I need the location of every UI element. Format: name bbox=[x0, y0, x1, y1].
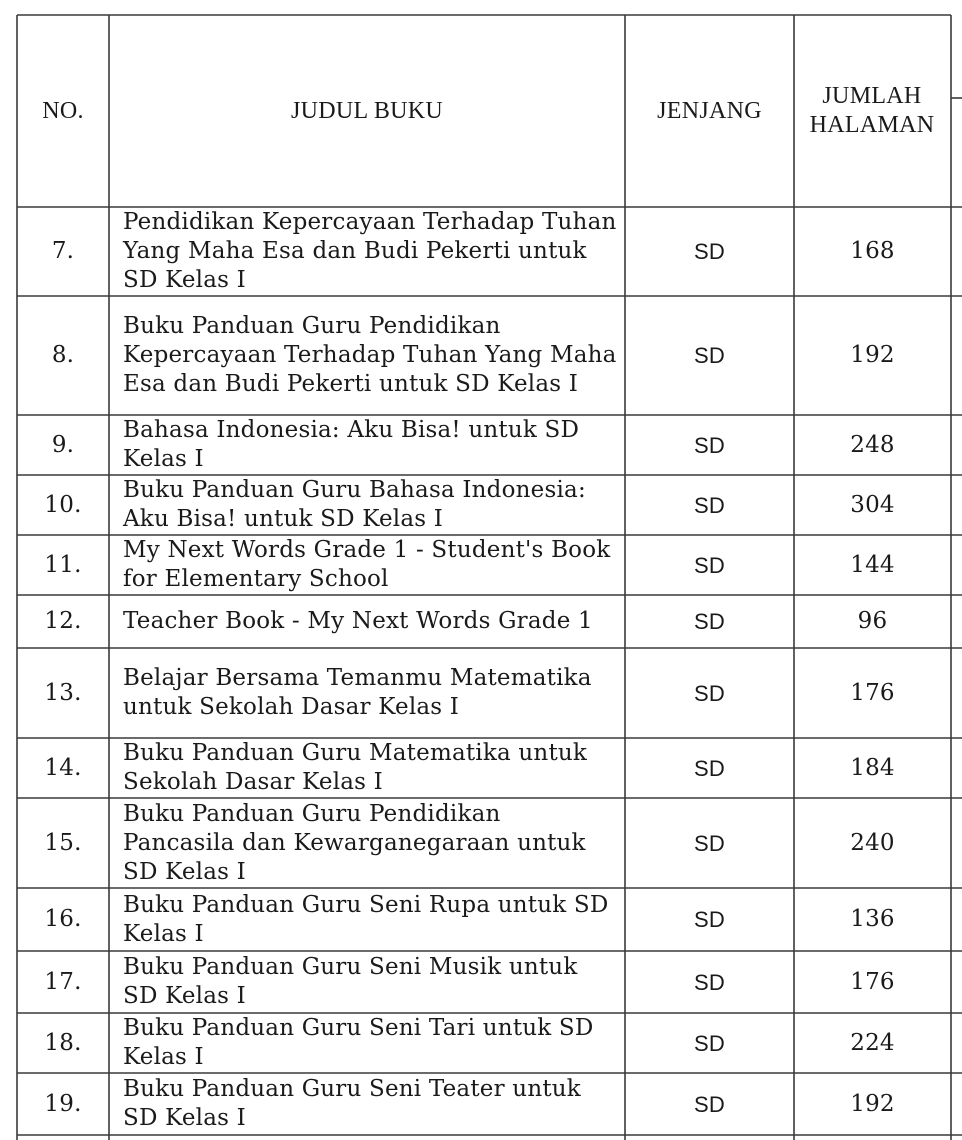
row-judul-buku: Buku Panduan Guru Seni Musik untuk SD Kelas I bbox=[123, 954, 578, 1009]
row-no: 15. bbox=[44, 829, 82, 856]
row-no: 8. bbox=[51, 342, 75, 368]
row-judul-buku: Buku Panduan Guru Seni Rupa untuk SD Kelas I bbox=[123, 891, 609, 947]
row-jumlah-halaman: 192 bbox=[850, 1090, 895, 1117]
row-no: 18. bbox=[44, 1029, 82, 1056]
header-jumlah-halaman: JUMLAH HALAMAN bbox=[809, 83, 935, 138]
row-judul-buku: Buku Panduan Guru Matematika untuk Sekolah Dasar Kelas I bbox=[123, 740, 588, 795]
row-jumlah-halaman: 136 bbox=[850, 906, 895, 932]
row-judul-buku: Buku Panduan Guru Pendidikan Pancasila dan Kewarganegaraan untuk SD Kelas I bbox=[123, 800, 586, 885]
row-jenjang: SD bbox=[694, 1030, 725, 1056]
row-jenjang: SD bbox=[694, 830, 725, 856]
header-no: NO. bbox=[42, 97, 84, 124]
row-jenjang: SD bbox=[694, 907, 725, 932]
row-jenjang: SD bbox=[694, 552, 725, 578]
row-jenjang: SD bbox=[694, 343, 725, 368]
row-jumlah-halaman: 168 bbox=[850, 238, 895, 264]
row-jenjang: SD bbox=[694, 432, 725, 458]
row-no: 17. bbox=[44, 968, 82, 995]
row-judul-buku: Bahasa Indonesia: Aku Bisa! untuk SD Kelas I bbox=[123, 417, 580, 472]
row-jumlah-halaman: 184 bbox=[850, 754, 895, 781]
row-judul-buku: Belajar Bersama Temanmu Matematika untuk Sekolah Dasar Kelas I bbox=[123, 665, 592, 720]
row-judul-buku: Buku Panduan Guru Seni Tari untuk SD Kelas I bbox=[123, 1015, 594, 1070]
row-judul-buku: My Next Words Grade 1 - Student's Book for Elementary School bbox=[123, 537, 611, 592]
row-no: 9. bbox=[51, 431, 75, 458]
row-judul-buku: Pendidikan Kepercayaan Terhadap Tuhan Yang Maha Esa dan Budi Pekerti untuk SD Kelas I bbox=[123, 209, 617, 293]
row-jumlah-halaman: 192 bbox=[850, 342, 895, 368]
row-no: 16. bbox=[44, 906, 82, 932]
row-jenjang: SD bbox=[694, 609, 725, 634]
row-jenjang: SD bbox=[694, 969, 725, 995]
row-judul-buku: Buku Panduan Guru Seni Teater untuk SD Kelas I bbox=[123, 1076, 581, 1131]
row-jumlah-halaman: 248 bbox=[850, 431, 895, 458]
row-jenjang: SD bbox=[694, 239, 725, 264]
row-no: 12. bbox=[44, 608, 82, 634]
header-judul-buku: JUDUL BUKU bbox=[290, 97, 444, 124]
header-jenjang: JENJANG bbox=[657, 97, 762, 124]
row-jumlah-halaman: 304 bbox=[850, 491, 895, 518]
row-jumlah-halaman: 224 bbox=[850, 1029, 895, 1056]
row-jumlah-halaman: 144 bbox=[850, 551, 895, 578]
row-jenjang: SD bbox=[694, 680, 725, 706]
row-judul-buku: Buku Panduan Guru Bahasa Indonesia: Aku Bisa! untuk SD Kelas I bbox=[123, 477, 586, 532]
row-no: 14. bbox=[44, 754, 82, 781]
row-jenjang: SD bbox=[694, 755, 725, 781]
row-jumlah-halaman: 176 bbox=[850, 679, 895, 706]
row-jumlah-halaman: 240 bbox=[850, 829, 895, 856]
row-no: 13. bbox=[44, 679, 82, 706]
row-no: 11. bbox=[44, 551, 82, 578]
row-no: 10. bbox=[44, 491, 82, 518]
row-no: 19. bbox=[44, 1090, 82, 1117]
row-jumlah-halaman: 96 bbox=[857, 608, 888, 634]
row-no: 7. bbox=[51, 238, 75, 264]
row-judul-buku: Teacher Book - My Next Words Grade 1 bbox=[123, 608, 593, 634]
row-jenjang: SD bbox=[694, 492, 725, 518]
row-judul-buku: Buku Panduan Guru Pendidikan Kepercayaan Terhadap Tuhan Yang Maha Esa dan Budi Pekerti untuk SD Kelas I bbox=[123, 313, 617, 397]
row-jenjang: SD bbox=[694, 1091, 725, 1117]
row-jumlah-halaman: 176 bbox=[850, 968, 895, 995]
